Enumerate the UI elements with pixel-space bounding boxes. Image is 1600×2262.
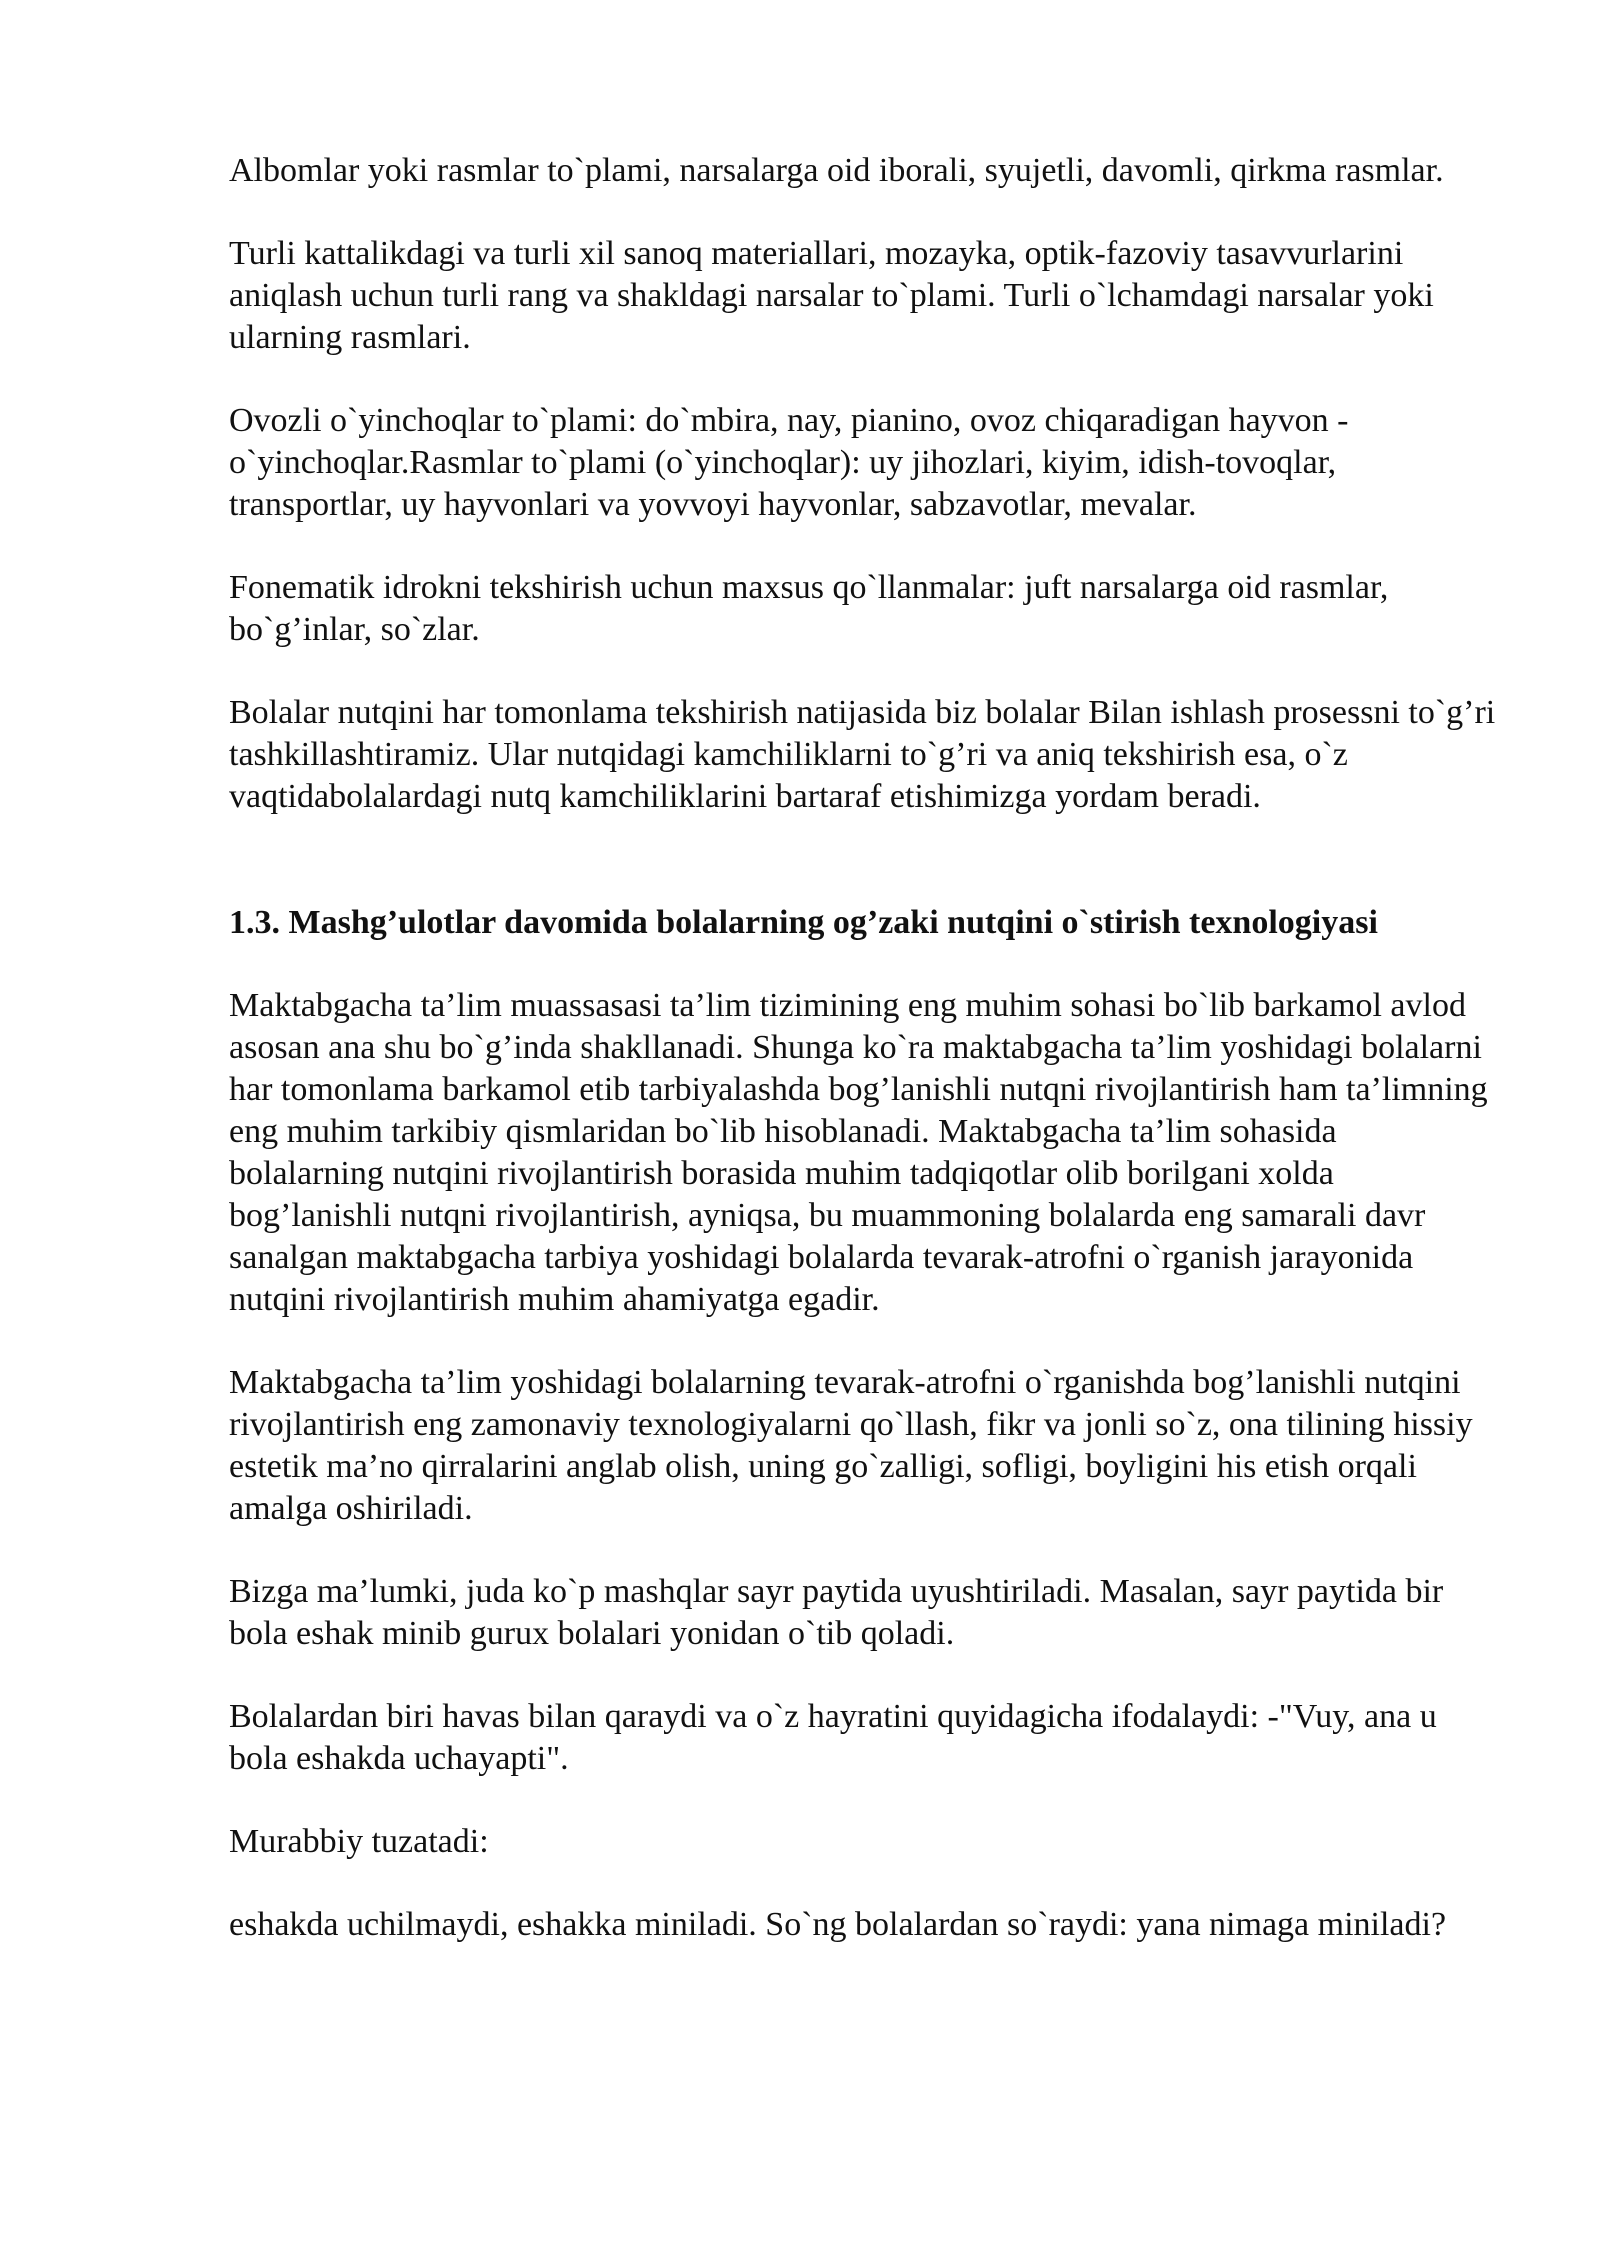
paragraph-correction: eshakda uchilmaydi, eshakka miniladi. So`ng bolalardan so`raydi: yana nimaga miniladi? (229, 1906, 1447, 1943)
paragraph-speech-check: Bolalar nutqini har tomonlama tekshirish natijasida biz bolalar Bilan ishlash prosessni to`g’ri tashkillashtiramiz. Ular nutqidagi kamchiliklarni to`g’ri va aniq tekshirish esa, o`z vaqtidabolalardagi nutq kamchiliklarini bartaraf etishimizga yordam beradi. (229, 694, 1496, 815)
section-heading: 1.3. Mashg’ulotlar davomida bolalarning og’zaki nutqini o`stirish texnologiyasi (229, 904, 1378, 941)
paragraph-child-quote: Bolalardan biri havas bilan qaraydi va o`z hayratini quyidagicha ifodalaydi: -"Vuy, ana u bola eshakda uchayapti". (229, 1698, 1437, 1777)
paragraph-sound-toys: Ovozli o`yinchoqlar to`plami: do`mbira, nay, pianino, ovoz chiqaradigan hayvon - o`yinchoqlar.Rasmlar to`plami (o`yinchoqlar): uy jihozlari, kiyim, idish-tovoqlar, transportlar, uy hayvonlari va yovvoyi hayvonlar, sabzavotlar, mevalar. (229, 402, 1349, 523)
paragraph-modern-technologies: Maktabgacha ta’lim yoshidagi bolalarning tevarak-atrofni o`rganishda bog’lanishli nutqini rivojlantirish eng zamonaviy texnologiyalarni qo`llash, fikr va jonli so`z, ona tilining hissiy estetik ma’no qirralarini anglab olish, uning go`zalligi, sofligi, boyligini his etish orqali amalga oshiriladi. (229, 1364, 1473, 1527)
paragraph-preschool-education: Maktabgacha ta’lim muassasasi ta’lim tizimining eng muhim sohasi bo`lib barkamol avlod asosan ana shu bo`g’inda shakllanadi. Shunga ko`ra maktabgacha ta’lim yoshidagi bolalarni har tomonlama barkamol etib tarbiyalashda bog’lanishli nutqni rivojlantirish ham ta’limning eng muhim tarkibiy qismlaridan bo`lib hisoblanadi. Maktabgacha ta’lim sohasida bolalarning nutqini rivojlantirish borasida muhim tadqiqotlar olib borilgani xolda bog’lanishli nutqni rivojlantirish, ayniqsa, bu muammoning bolalarda eng samarali davr sanalgan maktabgacha tarbiya yoshidagi bolalarda tevarak-atrofni o`rganish jarayonida nutqini rivojlantirish muhim ahamiyatga egadir. (229, 987, 1488, 1318)
document-body (229, 150, 1499, 1987)
paragraph-counting-materials: Turli kattalikdagi va turli xil sanoq materiallari, mozayka, optik-fazoviy tasavvurlarini aniqlash uchun turli rang va shakldagi narsalar to`plami. Turli o`lchamdagi narsalar yoki ularning rasmlari. (229, 235, 1434, 356)
paragraph-albums: Albomlar yoki rasmlar to`plami, narsalarga oid iborali, syujetli, davomli, qirkma rasmlar. (229, 152, 1444, 189)
paragraph-phonematic: Fonematik idrokni tekshirish uchun maxsus qo`llanmalar: juft narsalarga oid rasmlar, bo`g’inlar, so`zlar. (229, 569, 1389, 648)
paragraph-walk-example: Bizga ma’lumki, juda ko`p mashqlar sayr paytida uyushtiriladi. Masalan, sayr paytida bir bola eshak minib gurux bolalari yonidan o`tib qoladi. (229, 1573, 1444, 1652)
paragraph-teacher-corrects: Murabbiy tuzatadi: (229, 1823, 489, 1860)
section-spacer (229, 859, 1499, 902)
